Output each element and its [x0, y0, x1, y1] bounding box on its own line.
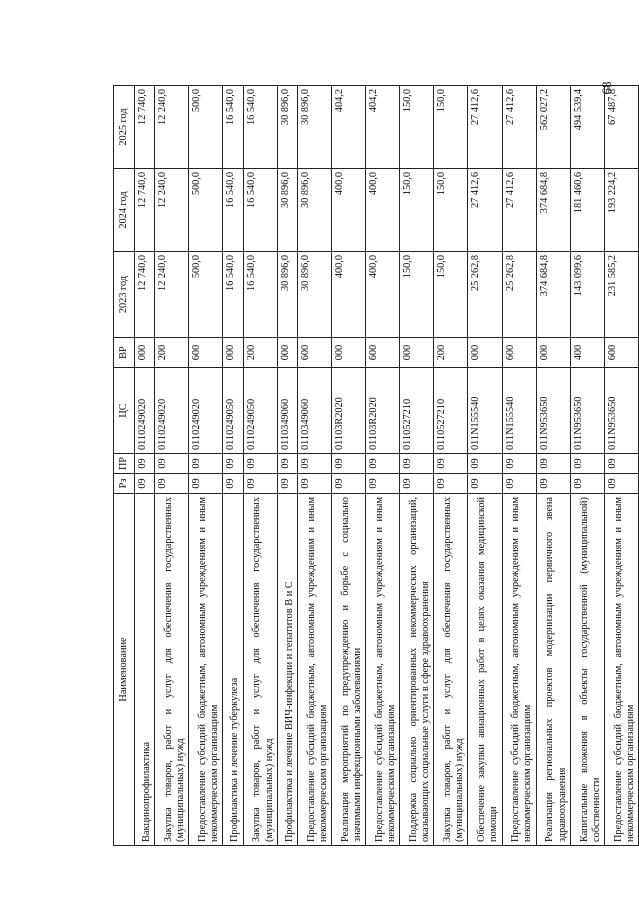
- header-vr: ВР: [114, 338, 135, 368]
- cell-2025: 12 240,0: [155, 86, 189, 169]
- table-container: [113, 86, 639, 846]
- cell-cs: 0110527210: [400, 368, 434, 454]
- cell-name: Обеспечение закупки авиационных работ в целях оказания медицинской помощи: [468, 494, 502, 846]
- table-row: [135, 86, 155, 846]
- cell-rz: 09: [297, 474, 331, 494]
- cell-name: Закупка товаров, работ и услуг для обеспечения государственных (муниципальных) нужд: [155, 494, 189, 846]
- cell-vr: 000: [135, 338, 155, 368]
- cell-2025: 12 740,0: [135, 86, 155, 169]
- cell-pr: 09: [243, 454, 277, 474]
- cell-rz: 09: [277, 474, 297, 494]
- cell-2025: 494 539,4: [570, 86, 604, 169]
- cell-vr: 200: [243, 338, 277, 368]
- cell-name: Вакцинопрофилактика: [135, 494, 155, 846]
- cell-2024: 374 684,8: [536, 169, 570, 252]
- cell-vr: 000: [223, 338, 243, 368]
- cell-2023: 400,0: [331, 252, 365, 338]
- table-row: [331, 86, 365, 846]
- cell-cs: 011N953650: [604, 368, 638, 454]
- cell-name: Предоставление субсидий бюджетным, автономным учреждениям и иным некоммерческим организациям: [502, 494, 536, 846]
- table-row: [434, 86, 468, 846]
- cell-pr: 09: [331, 454, 365, 474]
- cell-2024: 27 412,6: [468, 169, 502, 252]
- header-pr: ПР: [114, 454, 135, 474]
- cell-name: Предоставление субсидий бюджетным, автономным учреждениям и иным некоммерческим организациям: [366, 494, 400, 846]
- cell-2024: 27 412,6: [502, 169, 536, 252]
- cell-cs: 011N953650: [536, 368, 570, 454]
- cell-2024: 16 540,0: [223, 169, 243, 252]
- table-body: [135, 86, 639, 846]
- cell-vr: 000: [331, 338, 365, 368]
- table-row: [189, 86, 223, 846]
- budget-table: [113, 85, 639, 846]
- cell-pr: 09: [604, 454, 638, 474]
- cell-pr: 09: [155, 454, 189, 474]
- cell-name: Профилактика и лечение туберкулеза: [223, 494, 243, 846]
- cell-rz: 09: [155, 474, 189, 494]
- cell-2024: 500,0: [189, 169, 223, 252]
- table-row: [297, 86, 331, 846]
- cell-2025: 67 487,8: [604, 86, 638, 169]
- table-header-row: [114, 86, 135, 846]
- cell-pr: 09: [277, 454, 297, 474]
- cell-2024: 181 460,6: [570, 169, 604, 252]
- cell-vr: 000: [400, 338, 434, 368]
- cell-2023: 143 099,6: [570, 252, 604, 338]
- cell-pr: 09: [189, 454, 223, 474]
- header-name: Наименование: [114, 494, 135, 846]
- cell-vr: 400: [570, 338, 604, 368]
- cell-cs: 011N155540: [502, 368, 536, 454]
- cell-cs: 0110249020: [189, 368, 223, 454]
- cell-2023: 25 262,8: [502, 252, 536, 338]
- cell-2024: 400,0: [331, 169, 365, 252]
- cell-name: Капитальные вложения в объекты государственной (муниципальной) собственности: [570, 494, 604, 846]
- cell-2025: 30 896,0: [277, 86, 297, 169]
- cell-pr: 09: [468, 454, 502, 474]
- cell-pr: 09: [536, 454, 570, 474]
- cell-vr: 600: [502, 338, 536, 368]
- cell-name: Поддержка социально ориентированных некоммерческих организаций, оказывающих социальные услуги в сфере здравоохранения: [400, 494, 434, 846]
- page-number: 68: [599, 81, 614, 95]
- cell-vr: 200: [434, 338, 468, 368]
- cell-2023: 231 585,2: [604, 252, 638, 338]
- cell-2025: 404,2: [366, 86, 400, 169]
- cell-rz: 09: [400, 474, 434, 494]
- cell-name: Закупка товаров, работ и услуг для обеспечения государственных (муниципальных) нужд: [434, 494, 468, 846]
- cell-cs: 011N953650: [570, 368, 604, 454]
- cell-name: Закупка товаров, работ и услуг для обеспечения государственных (муниципальных) нужд: [243, 494, 277, 846]
- cell-name: Реализация региональных проектов модернизации первичного звена здравоохранения: [536, 494, 570, 846]
- cell-2024: 150,0: [434, 169, 468, 252]
- cell-2025: 16 540,0: [223, 86, 243, 169]
- table-row: [468, 86, 502, 846]
- cell-2025: 404,2: [331, 86, 365, 169]
- cell-rz: 09: [243, 474, 277, 494]
- cell-vr: 000: [277, 338, 297, 368]
- cell-2024: 193 224,2: [604, 169, 638, 252]
- cell-vr: 600: [366, 338, 400, 368]
- cell-vr: 600: [189, 338, 223, 368]
- table-row: [604, 86, 638, 846]
- cell-rz: 09: [366, 474, 400, 494]
- cell-2024: 30 896,0: [277, 169, 297, 252]
- cell-pr: 09: [502, 454, 536, 474]
- cell-2023: 374 684,8: [536, 252, 570, 338]
- cell-2025: 27 412,6: [502, 86, 536, 169]
- cell-name: Реализация мероприятий по предупреждению и борьбе с социально значимыми инфекционными заболеваниями: [331, 494, 365, 846]
- header-2023: 2023 год: [114, 252, 135, 338]
- cell-2024: 30 896,0: [297, 169, 331, 252]
- cell-rz: 09: [468, 474, 502, 494]
- cell-rz: 09: [135, 474, 155, 494]
- table-row: [400, 86, 434, 846]
- cell-rz: 09: [604, 474, 638, 494]
- cell-name: Предоставление субсидий бюджетным, автономным учреждениям и иным некоммерческим организациям: [604, 494, 638, 846]
- cell-2023: 150,0: [400, 252, 434, 338]
- cell-cs: 0110249050: [243, 368, 277, 454]
- cell-2025: 150,0: [400, 86, 434, 169]
- cell-pr: 09: [223, 454, 243, 474]
- cell-2023: 30 896,0: [297, 252, 331, 338]
- table-row: [502, 86, 536, 846]
- cell-rz: 09: [331, 474, 365, 494]
- cell-2025: 150,0: [434, 86, 468, 169]
- cell-2025: 27 412,6: [468, 86, 502, 169]
- cell-rz: 09: [570, 474, 604, 494]
- cell-2024: 400,0: [366, 169, 400, 252]
- cell-name: Предоставление субсидий бюджетным, автономным учреждениям и иным некоммерческим организациям: [297, 494, 331, 846]
- table-row: [366, 86, 400, 846]
- cell-vr: 000: [468, 338, 502, 368]
- cell-cs: 01103R2020: [366, 368, 400, 454]
- cell-rz: 09: [536, 474, 570, 494]
- cell-2023: 150,0: [434, 252, 468, 338]
- cell-cs: 0110249020: [155, 368, 189, 454]
- header-cs: ЦС: [114, 368, 135, 454]
- rotated-table-frame: [113, 86, 639, 846]
- cell-2023: 16 540,0: [243, 252, 277, 338]
- cell-cs: 0110249050: [223, 368, 243, 454]
- cell-pr: 09: [135, 454, 155, 474]
- cell-cs: 0110349060: [277, 368, 297, 454]
- table-row: [536, 86, 570, 846]
- header-rz: Рз: [114, 474, 135, 494]
- cell-2024: 12 240,0: [155, 169, 189, 252]
- cell-2025: 30 896,0: [297, 86, 331, 169]
- table-row: [277, 86, 297, 846]
- header-2024: 2024 год: [114, 169, 135, 252]
- cell-2023: 16 540,0: [223, 252, 243, 338]
- cell-cs: 01103R2020: [331, 368, 365, 454]
- table-row: [570, 86, 604, 846]
- cell-vr: 200: [155, 338, 189, 368]
- cell-pr: 09: [434, 454, 468, 474]
- cell-2024: 12 740,0: [135, 169, 155, 252]
- cell-2023: 30 896,0: [277, 252, 297, 338]
- cell-vr: 000: [536, 338, 570, 368]
- cell-2023: 12 240,0: [155, 252, 189, 338]
- header-2025: 2025 год: [114, 86, 135, 169]
- cell-2023: 25 262,8: [468, 252, 502, 338]
- cell-2025: 562 027,2: [536, 86, 570, 169]
- cell-pr: 09: [297, 454, 331, 474]
- cell-name: Профилактика и лечение ВИЧ-инфекции и гепатитов В и С: [277, 494, 297, 846]
- cell-rz: 09: [223, 474, 243, 494]
- table-row: [223, 86, 243, 846]
- cell-2024: 16 540,0: [243, 169, 277, 252]
- cell-cs: 011N155540: [468, 368, 502, 454]
- cell-vr: 600: [604, 338, 638, 368]
- cell-2023: 500,0: [189, 252, 223, 338]
- cell-rz: 09: [502, 474, 536, 494]
- table-row: [243, 86, 277, 846]
- cell-cs: 0110349060: [297, 368, 331, 454]
- table-row: [155, 86, 189, 846]
- cell-rz: 09: [434, 474, 468, 494]
- cell-pr: 09: [400, 454, 434, 474]
- cell-pr: 09: [366, 454, 400, 474]
- cell-name: Предоставление субсидий бюджетным, автономным учреждениям и иным некоммерческим организациям: [189, 494, 223, 846]
- cell-rz: 09: [189, 474, 223, 494]
- cell-2025: 500,0: [189, 86, 223, 169]
- cell-2023: 12 740,0: [135, 252, 155, 338]
- cell-cs: 0110527210: [434, 368, 468, 454]
- cell-2024: 150,0: [400, 169, 434, 252]
- cell-2025: 16 540,0: [243, 86, 277, 169]
- cell-cs: 0110249020: [135, 368, 155, 454]
- cell-2023: 400,0: [366, 252, 400, 338]
- cell-pr: 09: [570, 454, 604, 474]
- cell-vr: 600: [297, 338, 331, 368]
